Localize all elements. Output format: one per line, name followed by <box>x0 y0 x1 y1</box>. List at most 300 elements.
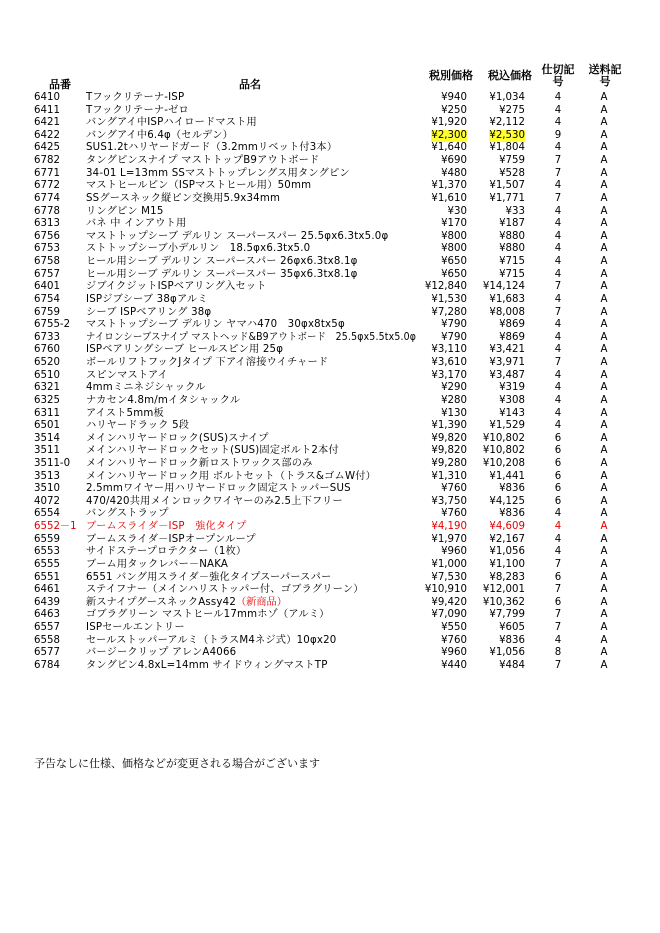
price-ex-tax: ¥7,090 <box>431 609 467 621</box>
header-code: 品番 <box>49 78 71 91</box>
item-code: 6771 <box>34 167 60 179</box>
category-code: 7 <box>554 558 562 570</box>
price-ex-tax: ¥1,000 <box>431 558 467 570</box>
price-in-tax: ¥759 <box>499 155 525 167</box>
price-ex-tax: ¥1,970 <box>431 533 467 545</box>
item-name: ISPセールエントリー <box>86 622 185 634</box>
table-row <box>0 395 660 408</box>
item-code: 4072 <box>34 495 60 507</box>
shipping-code: A <box>600 104 608 116</box>
table-row <box>0 635 660 648</box>
shipping-code: A <box>600 306 608 318</box>
table-row <box>0 130 660 143</box>
shipping-code: A <box>600 647 608 659</box>
item-name: タングピンスナイプ マストトップB9アウトボード <box>86 155 320 167</box>
shipping-code: A <box>600 622 608 634</box>
price-in-tax: ¥1,034 <box>489 92 525 103</box>
category-code: 4 <box>554 407 562 419</box>
shipping-code: A <box>600 521 608 533</box>
item-code: 6555 <box>34 558 60 570</box>
price-in-tax: ¥880 <box>499 243 525 255</box>
category-code: 4 <box>554 256 562 268</box>
shipping-code: A <box>600 142 608 154</box>
item-name: メインハリヤードロックセット(SUS)固定ボルト2本付 <box>86 445 339 457</box>
price-in-tax: ¥836 <box>499 634 525 646</box>
item-name: マストトップシーブ デルリン ヤマハ470 30φx8tx5φ <box>86 319 345 331</box>
table-row <box>0 496 660 509</box>
item-name: ヒール用シーブ デルリン スーパースパー 26φx6.3tx8.1φ <box>86 256 358 268</box>
price-ex-tax: ¥1,390 <box>431 420 467 432</box>
table-row <box>0 307 660 320</box>
shipping-code: A <box>600 230 608 242</box>
shipping-code: A <box>600 243 608 255</box>
price-in-tax: ¥1,056 <box>489 546 525 558</box>
shipping-code: A <box>600 596 608 608</box>
item-name: ブーム用タックレバー－NAKA <box>86 558 229 570</box>
shipping-code: A <box>600 281 608 293</box>
item-code: 6754 <box>34 293 60 305</box>
item-name: ISPベアリングシーブ ヒールスピン用 25φ <box>86 344 284 356</box>
shipping-code: A <box>600 457 608 469</box>
shipping-code: A <box>600 369 608 381</box>
shipping-code: A <box>600 420 608 432</box>
price-ex-tax: ¥130 <box>441 407 467 419</box>
table-row <box>0 243 660 256</box>
price-ex-tax: ¥1,920 <box>431 117 467 129</box>
category-code: 4 <box>554 331 562 343</box>
table-row <box>0 382 660 395</box>
item-code: 6325 <box>34 394 60 406</box>
item-name: タングピン4.8xL=14mm サイドウィングマストTP <box>86 659 328 671</box>
table-row <box>0 370 660 383</box>
item-code: 6753 <box>34 243 60 255</box>
price-ex-tax: ¥4,190 <box>431 521 467 533</box>
table-row <box>0 597 660 610</box>
item-code: 6313 <box>34 218 60 230</box>
price-in-tax: ¥308 <box>499 394 525 406</box>
price-ex-tax: ¥650 <box>441 268 467 280</box>
price-in-tax: ¥14,124 <box>482 281 525 293</box>
price-in-tax: ¥7,799 <box>489 609 525 621</box>
header-shipping-line2: 号 <box>599 75 611 88</box>
shipping-code: A <box>600 546 608 558</box>
item-code: 6778 <box>34 205 60 217</box>
item-name: アイスト5mm板 <box>86 407 164 419</box>
price-ex-tax: ¥9,820 <box>431 432 467 444</box>
price-ex-tax: ¥940 <box>441 92 467 103</box>
category-code: 8 <box>554 647 562 659</box>
item-name: 470/420共用メインロックワイヤーのみ2.5上下フリー <box>86 495 343 507</box>
price-in-tax: ¥3,487 <box>489 369 525 381</box>
price-ex-tax: ¥170 <box>441 218 467 230</box>
item-name: SUS1.2tハリヤードガード（3.2mmリベット付3本） <box>86 142 338 154</box>
item-name: セールストッパーアルミ（トラスM4ネジ式）10φx20 <box>86 634 337 646</box>
table-row <box>0 420 660 433</box>
price-in-tax: ¥143 <box>499 407 525 419</box>
item-name: バングストラップ <box>86 508 169 520</box>
item-name: ブームスライダ－ISP 強化タイプ <box>86 521 247 533</box>
table-row <box>0 445 660 458</box>
price-ex-tax: ¥250 <box>441 104 467 116</box>
item-code: 6553 <box>34 546 60 558</box>
item-name: 6551 バング用スライダ－強化タイプスーパースパー <box>86 571 332 583</box>
item-code: 6755-2 <box>34 319 71 331</box>
price-ex-tax: ¥12,840 <box>424 281 467 293</box>
table-row <box>0 332 660 345</box>
category-code: 7 <box>554 192 562 204</box>
item-code: 6757 <box>34 268 60 280</box>
table-row <box>0 660 660 673</box>
category-code: 4 <box>554 104 562 116</box>
category-code: 7 <box>554 167 562 179</box>
price-ex-tax: ¥1,310 <box>431 470 467 482</box>
item-code: 6422 <box>34 129 60 141</box>
category-code: 6 <box>554 571 562 583</box>
table-row <box>0 269 660 282</box>
table-row <box>0 408 660 421</box>
shipping-code: A <box>600 508 608 520</box>
price-in-tax: ¥869 <box>499 319 525 331</box>
item-code: 6410 <box>34 92 60 103</box>
item-code: 3511-0 <box>34 457 71 469</box>
price-in-tax: ¥1,804 <box>489 142 525 154</box>
item-name: ゴブラグリーン マストヒール17mmホゾ（アルミ） <box>86 609 330 621</box>
item-name: バージークリップ アレンA4066 <box>86 647 237 659</box>
price-in-tax: ¥1,100 <box>489 558 525 570</box>
category-code: 6 <box>554 457 562 469</box>
item-code: 6760 <box>34 344 60 356</box>
shipping-code: A <box>600 445 608 457</box>
price-in-tax: ¥3,421 <box>489 344 525 356</box>
price-in-tax: ¥2,530 <box>489 129 525 141</box>
price-ex-tax: ¥650 <box>441 256 467 268</box>
price-ex-tax: ¥3,610 <box>431 357 467 369</box>
item-code: 6461 <box>34 584 60 596</box>
table-row <box>0 294 660 307</box>
item-name: サイドステープロテクター（1枚） <box>86 546 247 558</box>
table-row <box>0 433 660 446</box>
shipping-code: A <box>600 167 608 179</box>
table-row <box>0 117 660 130</box>
table-row <box>0 206 660 219</box>
price-in-tax: ¥8,008 <box>489 306 525 318</box>
item-code: 6577 <box>34 647 60 659</box>
shipping-code: A <box>600 218 608 230</box>
price-in-tax: ¥10,208 <box>482 457 525 469</box>
item-name: バネ 中 インアウト用 <box>86 218 187 230</box>
shipping-code: A <box>600 659 608 671</box>
table-row <box>0 483 660 496</box>
item-name: ストトップシーブ小デルリン 18.5φx6.3tx5.0 <box>86 243 311 255</box>
price-in-tax: ¥33 <box>505 205 525 217</box>
price-ex-tax: ¥10,910 <box>424 584 467 596</box>
item-code: 6554 <box>34 508 60 520</box>
item-name: 34-01 L=13mm SSマストトップレングス用タングピン <box>86 167 350 179</box>
shipping-code: A <box>600 155 608 167</box>
price-in-tax: ¥484 <box>499 659 525 671</box>
shipping-code: A <box>600 584 608 596</box>
shipping-code: A <box>600 319 608 331</box>
item-code: 6421 <box>34 117 60 129</box>
item-name: Tフックリテーナ-ゼロ <box>86 104 189 116</box>
price-ex-tax: ¥7,280 <box>431 306 467 318</box>
category-code: 4 <box>554 508 562 520</box>
category-code: 4 <box>554 205 562 217</box>
category-code: 4 <box>554 382 562 394</box>
category-code: 4 <box>554 420 562 432</box>
price-ex-tax: ¥280 <box>441 394 467 406</box>
table-row <box>0 142 660 155</box>
price-in-tax: ¥319 <box>499 382 525 394</box>
price-in-tax: ¥1,529 <box>489 420 525 432</box>
price-in-tax: ¥4,125 <box>489 495 525 507</box>
table-row <box>0 105 660 118</box>
item-name: Tフックリテーナ-ISP <box>86 92 185 103</box>
item-code: 6557 <box>34 622 60 634</box>
price-ex-tax: ¥760 <box>441 508 467 520</box>
price-in-tax: ¥880 <box>499 230 525 242</box>
shipping-code: A <box>600 357 608 369</box>
price-ex-tax: ¥1,610 <box>431 192 467 204</box>
item-code: 6733 <box>34 331 60 343</box>
header-category <box>533 64 583 88</box>
table-row <box>0 546 660 559</box>
table-row <box>0 521 660 534</box>
price-ex-tax: ¥690 <box>441 155 467 167</box>
price-ex-tax: ¥790 <box>441 319 467 331</box>
header-shipping-line1: 送料記 <box>588 63 622 76</box>
price-in-tax: ¥3,971 <box>489 357 525 369</box>
category-code: 4 <box>554 533 562 545</box>
item-name: バングアイ中6.4φ（セルデン） <box>86 129 234 141</box>
table-row <box>0 508 660 521</box>
price-in-tax: ¥10,362 <box>482 596 525 608</box>
price-ex-tax: ¥3,110 <box>431 344 467 356</box>
price-ex-tax: ¥290 <box>441 382 467 394</box>
price-ex-tax: ¥3,750 <box>431 495 467 507</box>
price-in-tax: ¥605 <box>499 622 525 634</box>
item-code: 6463 <box>34 609 60 621</box>
table-row <box>0 168 660 181</box>
shipping-code: A <box>600 495 608 507</box>
category-code: 7 <box>554 155 562 167</box>
table-row <box>0 319 660 332</box>
item-code: 6774 <box>34 192 60 204</box>
price-ex-tax: ¥30 <box>447 205 467 217</box>
item-code: 6411 <box>34 104 60 116</box>
category-code: 7 <box>554 357 562 369</box>
shipping-code: A <box>600 432 608 444</box>
category-code: 4 <box>554 268 562 280</box>
category-code: 4 <box>554 180 562 192</box>
price-in-tax: ¥1,056 <box>489 647 525 659</box>
item-code: 6311 <box>34 407 60 419</box>
table-row <box>0 584 660 597</box>
category-code: 7 <box>554 609 562 621</box>
item-name: スピンマストアイ <box>86 369 168 381</box>
category-code: 4 <box>554 92 562 103</box>
price-in-tax: ¥10,802 <box>482 432 525 444</box>
category-code: 4 <box>554 230 562 242</box>
category-code: 4 <box>554 521 562 533</box>
table-row <box>0 572 660 585</box>
header-name: 品名 <box>239 78 261 91</box>
category-code: 4 <box>554 369 562 381</box>
item-name: シーブ ISPベアリング 38φ <box>86 306 212 318</box>
shipping-code: A <box>600 533 608 545</box>
item-name: バングアイ中ISPハイロードマスト用 <box>86 117 257 129</box>
price-in-tax: ¥715 <box>499 268 525 280</box>
category-code: 7 <box>554 659 562 671</box>
header-category-line2: 号 <box>552 75 564 88</box>
shipping-code: A <box>600 92 608 103</box>
item-code: 6759 <box>34 306 60 318</box>
price-in-tax: ¥528 <box>499 167 525 179</box>
disclaimer-note: 予告なしに仕様、価格などが変更される場合がございます <box>34 757 320 770</box>
header-price-in: 税込価格 <box>488 69 532 82</box>
table-row <box>0 458 660 471</box>
new-product-tag: （新商品） <box>236 596 287 608</box>
price-in-tax: ¥12,001 <box>482 584 525 596</box>
shipping-code: A <box>600 331 608 343</box>
price-in-tax: ¥715 <box>499 256 525 268</box>
shipping-code: A <box>600 571 608 583</box>
item-code: 6551 <box>34 571 60 583</box>
item-name: リングピン M15 <box>86 205 164 217</box>
item-name: ハリヤードラック 5段 <box>86 420 190 432</box>
item-name: 2.5mmワイヤー用ハリヤードロック固定ストッパーSUS <box>86 483 351 495</box>
header-price-ex: 税別価格 <box>429 69 473 82</box>
price-in-tax: ¥1,771 <box>489 192 525 204</box>
item-code: 3510 <box>34 483 60 495</box>
category-code: 6 <box>554 495 562 507</box>
shipping-code: A <box>600 256 608 268</box>
shipping-code: A <box>600 180 608 192</box>
table-row <box>0 559 660 572</box>
category-code: 4 <box>554 293 562 305</box>
table-row <box>0 609 660 622</box>
shipping-code: A <box>600 634 608 646</box>
category-code: 4 <box>554 546 562 558</box>
price-ex-tax: ¥760 <box>441 483 467 495</box>
price-ex-tax: ¥9,420 <box>431 596 467 608</box>
item-name: ナイロンシーブスナイプ マストヘッド&B9アウトボード 25.5φx5.5tx5.0φ <box>86 331 417 343</box>
item-code: 6782 <box>34 155 60 167</box>
shipping-code: A <box>600 268 608 280</box>
item-name: マストヒールピン（ISPマストヒール用）50mm <box>86 180 312 192</box>
table-row <box>0 155 660 168</box>
shipping-code: A <box>600 117 608 129</box>
item-name: 新スナイプグースネックAssy42 <box>86 596 236 608</box>
price-in-tax: ¥1,441 <box>489 470 525 482</box>
item-code: 6439 <box>34 596 60 608</box>
price-in-tax: ¥2,112 <box>489 117 525 129</box>
item-name: メインハリヤードロック新ロストワックス部のみ <box>86 457 313 469</box>
category-code: 4 <box>554 218 562 230</box>
category-code: 4 <box>554 243 562 255</box>
price-ex-tax: ¥790 <box>441 331 467 343</box>
category-code: 4 <box>554 142 562 154</box>
price-ex-tax: ¥960 <box>441 647 467 659</box>
price-in-tax: ¥2,167 <box>489 533 525 545</box>
item-name: ヒール用シーブ デルリン スーパースパー 35φx6.3tx8.1φ <box>86 268 358 280</box>
item-name: ブームスライダ－ISPオープンループ <box>86 533 256 545</box>
price-in-tax: ¥8,283 <box>489 571 525 583</box>
item-name: ボールリフトフックJタイプ 下アイ溶接ウイチャード <box>86 357 329 369</box>
price-ex-tax: ¥800 <box>441 243 467 255</box>
header-shipping <box>580 64 630 88</box>
price-in-tax: ¥1,507 <box>489 180 525 192</box>
category-code: 4 <box>554 634 562 646</box>
shipping-code: A <box>600 609 608 621</box>
price-ex-tax: ¥550 <box>441 622 467 634</box>
item-name: メインハリヤードロック用 ボルトセット（トラス&ゴムW付） <box>86 470 376 482</box>
price-ex-tax: ¥7,530 <box>431 571 467 583</box>
category-code: 6 <box>554 596 562 608</box>
table-row <box>0 344 660 357</box>
price-ex-tax: ¥3,170 <box>431 369 467 381</box>
item-code: 6401 <box>34 281 60 293</box>
table-row <box>0 357 660 370</box>
category-code: 7 <box>554 584 562 596</box>
item-code: 6784 <box>34 659 60 671</box>
header-category-line1: 仕切記 <box>541 63 575 76</box>
item-code: 6520 <box>34 357 60 369</box>
item-name: ジブイクジットISPベアリング入セット <box>86 281 267 293</box>
shipping-code: A <box>600 483 608 495</box>
price-ex-tax: ¥480 <box>441 167 467 179</box>
category-code: 7 <box>554 281 562 293</box>
item-code: 6425 <box>34 142 60 154</box>
price-ex-tax: ¥760 <box>441 634 467 646</box>
shipping-code: A <box>600 558 608 570</box>
item-code: 3511 <box>34 445 60 457</box>
category-code: 6 <box>554 432 562 444</box>
category-code: 6 <box>554 483 562 495</box>
item-code: 6552－1 <box>34 521 77 533</box>
shipping-code: A <box>600 382 608 394</box>
item-name: メインハリヤードロック(SUS)スナイプ <box>86 432 269 444</box>
table-row <box>0 92 660 105</box>
table-row <box>0 218 660 231</box>
price-ex-tax: ¥800 <box>441 230 467 242</box>
item-code: 6756 <box>34 230 60 242</box>
table-row <box>0 647 660 660</box>
table-row <box>0 180 660 193</box>
table-row <box>0 622 660 635</box>
shipping-code: A <box>600 293 608 305</box>
shipping-code: A <box>600 205 608 217</box>
price-ex-tax: ¥440 <box>441 659 467 671</box>
category-code: 7 <box>554 306 562 318</box>
price-in-tax: ¥10,802 <box>482 445 525 457</box>
shipping-code: A <box>600 192 608 204</box>
table-row <box>0 471 660 484</box>
table-row <box>0 256 660 269</box>
item-code: 6772 <box>34 180 60 192</box>
item-code: 6321 <box>34 382 60 394</box>
item-code: 3513 <box>34 470 60 482</box>
price-in-tax: ¥187 <box>499 218 525 230</box>
item-code: 3514 <box>34 432 60 444</box>
shipping-code: A <box>600 470 608 482</box>
price-ex-tax: ¥9,820 <box>431 445 467 457</box>
shipping-code: A <box>600 394 608 406</box>
category-code: 4 <box>554 394 562 406</box>
price-in-tax: ¥836 <box>499 483 525 495</box>
shipping-code: A <box>600 407 608 419</box>
item-name: ナカセン4.8m/mイタシャックル <box>86 394 241 406</box>
